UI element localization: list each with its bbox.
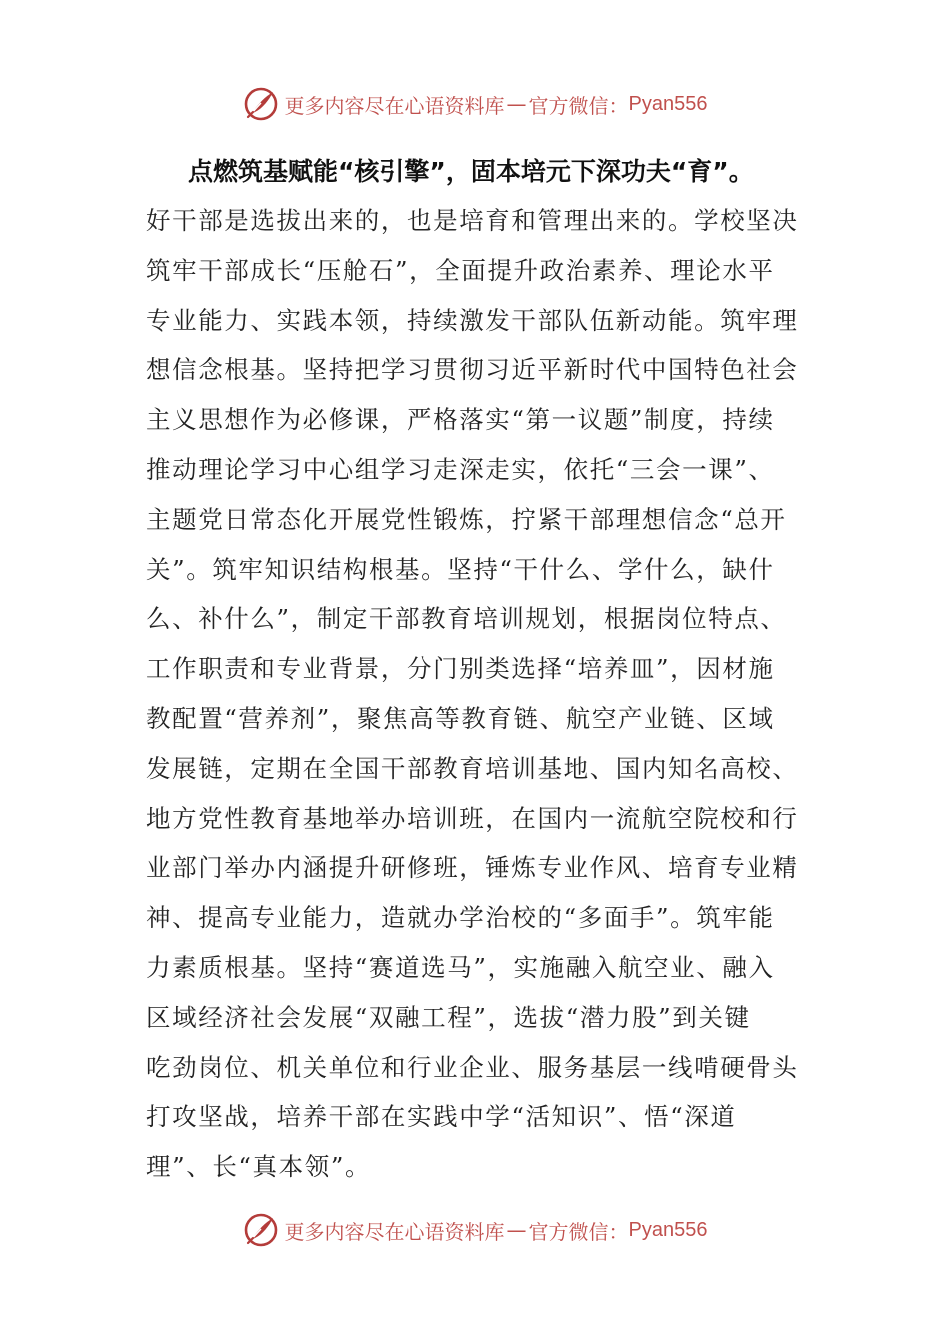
paragraph-line: 主义思想作为必修课，严格落实“第一议题”制度，持续 <box>146 405 775 435</box>
quill-pen-icon <box>243 86 279 122</box>
section-heading: 点燃筑基赋能“核引擎”，固本培元下深功夫“育”。 <box>188 157 754 186</box>
paragraph-line: 教配置“营养剂”，聚焦高等教育链、航空产业链、区域 <box>146 703 775 733</box>
paragraph-line: 筑牢干部成长“压舱石”，全面提升政治素养、理论水平 <box>146 255 775 285</box>
watermark-handle: Pyan556 <box>628 92 708 115</box>
paragraph-line: 业部门举办内涵提升研修班，锤炼专业作风、培育专业精 <box>146 853 799 883</box>
paragraph-line: 打攻坚战，培养干部在实践中学“活知识”、悟“深道 <box>146 1102 737 1132</box>
paragraph-line: 么、补什么”，制定干部教育培训规划，根据岗位特点、 <box>146 604 787 634</box>
paragraph <box>146 196 806 1192</box>
watermark-site-text: 更多内容尽在心语资料库 <box>284 93 505 118</box>
paragraph-line: 地方党性教育基地举办培训班，在国内一流航空院校和行 <box>146 803 799 833</box>
document-body <box>146 148 806 1192</box>
watermark-separator: — <box>506 1218 527 1242</box>
paragraph-line: 想信念根基。坚持把学习贯彻习近平新时代中国特色社会 <box>146 355 799 385</box>
paragraph-line: 关”。筑牢知识结构根基。坚持“干什么、学什么，缺什 <box>146 554 775 584</box>
quill-pen-icon <box>243 1212 279 1248</box>
paragraph-line: 发展链，定期在全国干部教育培训基地、国内知名高校、 <box>146 753 799 783</box>
paragraph-line: 好干部是选拔出来的，也是培育和管理出来的。学校坚决 <box>146 206 799 235</box>
watermark-site-text: 更多内容尽在心语资料库 <box>284 1219 505 1244</box>
paragraph-line: 区域经济社会发展“双融工程”，选拔“潜力股”到关键 <box>146 1002 751 1032</box>
paragraph-line: 工作职责和专业背景，分门别类选择“培养皿”，因材施 <box>146 654 775 684</box>
watermark-channel-text: 官方微信： <box>528 93 629 118</box>
paragraph-line: 理”、长“真本领”。 <box>146 1152 372 1182</box>
header-watermark-banner <box>0 84 950 124</box>
watermark-handle: Pyan556 <box>628 1218 708 1241</box>
paragraph-line: 吃劲岗位、机关单位和行业企业、服务基层一线啃硬骨头 <box>146 1052 799 1082</box>
paragraph-line: 主题党日常态化开展党性锻炼，拧紧干部理想信念“总开 <box>146 504 787 534</box>
paragraph-line: 力素质根基。坚持“赛道选马”，实施融入航空业、融入 <box>146 952 775 982</box>
paragraph-line: 专业能力、实践本领，持续激发干部队伍新动能。筑牢理 <box>146 305 799 335</box>
paragraph-line: 神、提高专业能力，造就办学治校的“多面手”。筑牢能 <box>146 903 775 933</box>
footer-watermark-banner <box>0 1210 950 1250</box>
paragraph-line: 推动理论学习中心组学习走深走实，依托“三会一课”、 <box>146 454 775 484</box>
watermark-separator: — <box>506 92 527 116</box>
watermark-channel-text: 官方微信： <box>528 1219 629 1244</box>
